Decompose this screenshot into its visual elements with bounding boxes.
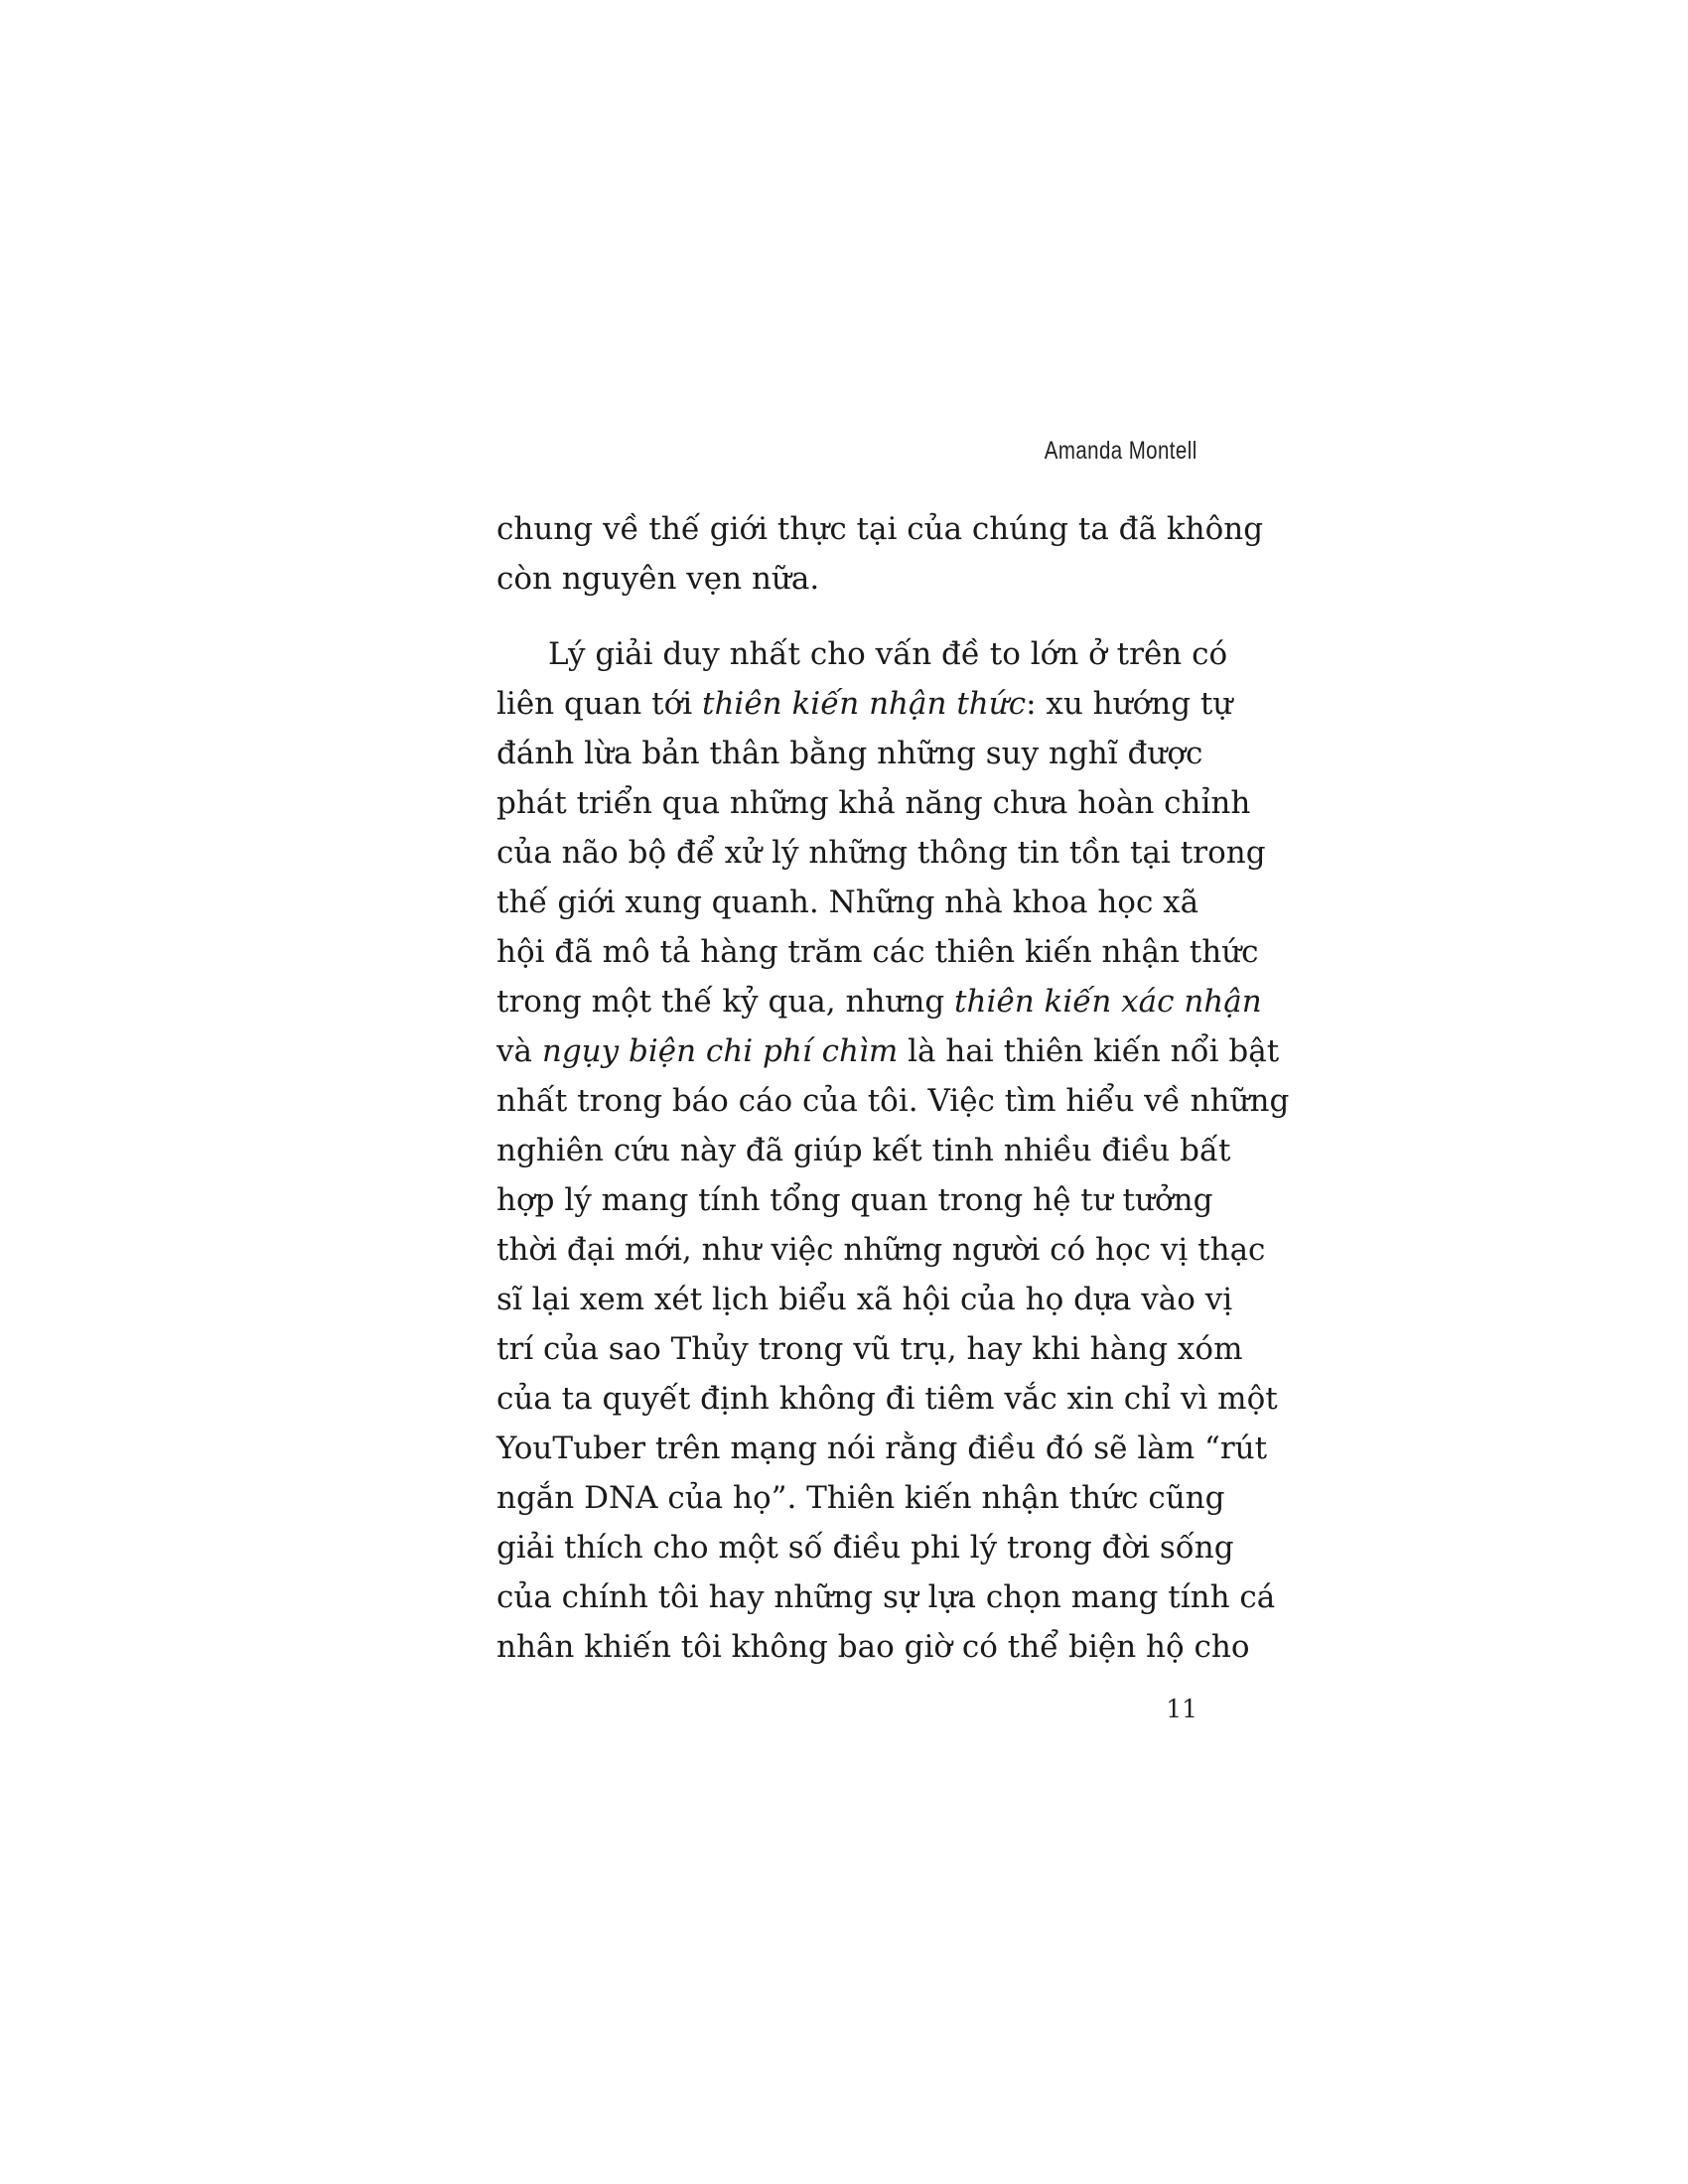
text-line: nhân khiến tôi không bao giờ có thể biện hộ cho: [496, 1629, 1250, 1665]
text-line: của não bộ để xử lý những thông tin tồn tại trong: [496, 835, 1266, 871]
text-line: nghiên cứu này đã giúp kết tinh nhiều điều bất: [496, 1133, 1231, 1168]
text-line: của chính tôi hay những sự lựa chọn mang tính cá: [496, 1579, 1276, 1615]
body-text: [496, 504, 1290, 1672]
text-line: trong một thế kỷ qua, nhưng thiên kiến xác nhận: [496, 984, 1262, 1020]
text-line: giải thích cho một số điều phi lý trong đời sống: [496, 1530, 1234, 1566]
running-header-author: Amanda Montell: [1045, 437, 1197, 465]
text-line: trí của sao Thủy trong vũ trụ, hay khi hàng xóm: [496, 1331, 1243, 1367]
italic-term: thiên kiến xác nhận: [954, 984, 1262, 1020]
page-number: 11: [1166, 1695, 1197, 1723]
text-line: và ngụy biện chi phí chìm là hai thiên kiến nổi bật: [496, 1033, 1280, 1069]
text-line: đánh lừa bản thân bằng những suy nghĩ được: [496, 736, 1203, 771]
text-line: sĩ lại xem xét lịch biểu xã hội của họ dựa vào vị: [496, 1282, 1233, 1317]
text-line: YouTuber trên mạng nói rằng điều đó sẽ làm “rút: [496, 1431, 1268, 1466]
text-line: phát triển qua những khả năng chưa hoàn chỉnh: [496, 785, 1251, 821]
text-line: hợp lý mang tính tổng quan trong hệ tư tưởng: [496, 1182, 1213, 1218]
text-line: chung về thế giới thực tại của chúng ta đã không: [496, 511, 1264, 547]
text-line: còn nguyên vẹn nữa.: [496, 561, 820, 597]
text-line: thời đại mới, như việc những người có học vị thạc: [496, 1232, 1266, 1268]
italic-term: ngụy biện chi phí chìm: [541, 1033, 899, 1069]
text-line: liên quan tới thiên kiến nhận thức: xu hướng tự: [496, 686, 1233, 722]
text-line: thế giới xung quanh. Những nhà khoa học xã: [496, 885, 1199, 920]
text-line: hội đã mô tả hàng trăm các thiên kiến nhận thức: [496, 934, 1259, 970]
paragraph-gap: [496, 604, 1198, 629]
text-line: Lý giải duy nhất cho vấn đề to lớn ở trên có: [548, 636, 1228, 672]
text-line: ngắn DNA của họ”. Thiên kiến nhận thức cũng: [496, 1480, 1225, 1516]
text-line: của ta quyết định không đi tiêm vắc xin chỉ vì một: [496, 1381, 1278, 1417]
italic-term: thiên kiến nhận thức: [702, 686, 1027, 722]
text-line: nhất trong báo cáo của tôi. Việc tìm hiểu về những: [496, 1083, 1290, 1119]
